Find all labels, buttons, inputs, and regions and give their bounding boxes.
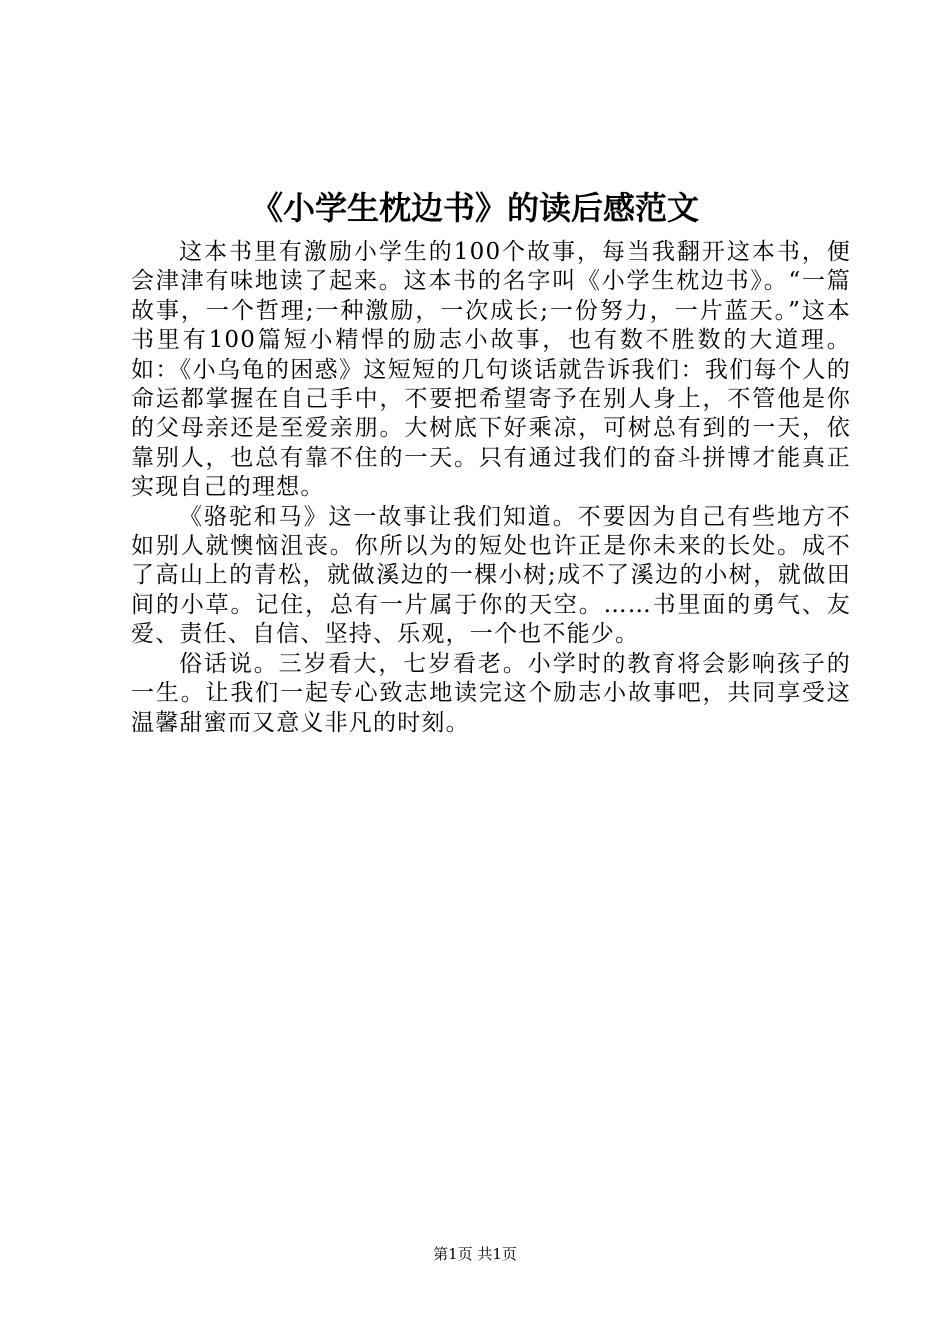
- paragraph-3: 俗话说。三岁看大，七岁看老。小学时的教育将会影响孩子的一生。让我们一起专心致志地读完这个励志小故事吧，共同享受这温馨甜蜜而又意义非凡的时刻。: [131, 650, 851, 736]
- paragraph-1: 这本书里有激励小学生的100个故事，每当我翻开这本书，便会津津有味地读了起来。这本书的名字叫《小学生枕边书》。“一篇故事，一个哲理;一种激励，一次成长;一份努力，一片蓝天。”这本书里有100篇短小精悍的励志小故事，也有数不胜数的大道理。如：《小乌龟的困惑》这短短的几句谈话就告诉我们：我们每个人的命运都掌握在自己手中，不要把希望寄予在别人身上，不管他是你的父母亲还是至爱亲朋。大树底下好乘凉，可树总有到的一天，依靠别人，也总有靠不住的一天。只有通过我们的奋斗拼博才能真正实现自己的理想。: [131, 239, 851, 501]
- document-title: 《小学生枕边书》的读后感范文: [250, 189, 699, 227]
- document-body: [131, 238, 851, 738]
- page-footer: 第1页 共1页: [433, 1245, 517, 1263]
- paragraph-2: 《骆驼和马》这一故事让我们知道。不要因为自己有些地方不如别人就懊恼沮丧。你所以为的短处也许正是你未来的长处。成不了高山上的青松，就做溪边的一棵小树;成不了溪边的小树，就做田间的小草。记住，总有一片属于你的天空。……书里面的勇气、友爱、责任、自信、坚持、乐观，一个也不能少。: [131, 503, 851, 648]
